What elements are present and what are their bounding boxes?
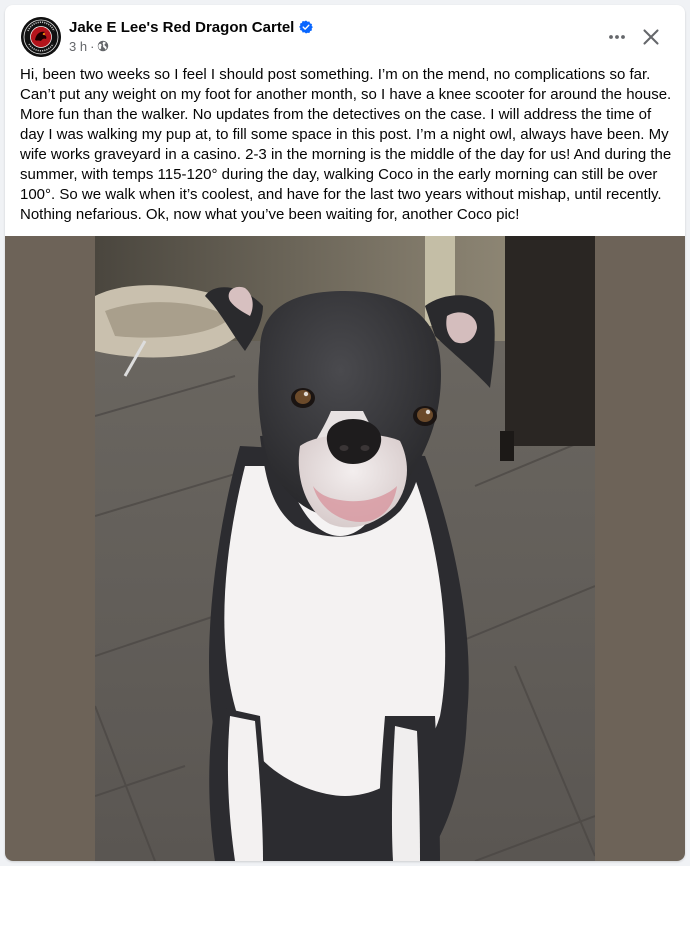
close-button[interactable] — [633, 19, 669, 55]
post-meta — [69, 38, 109, 54]
post-header — [5, 5, 685, 65]
more-options-icon — [607, 27, 627, 47]
verified-badge-icon — [299, 20, 313, 34]
dog-photo — [95, 236, 595, 861]
dog-photo-illustration — [95, 236, 595, 861]
post-card — [5, 5, 685, 861]
author-line — [69, 17, 313, 37]
post-body-text: Hi, been two weeks so I feel I should post something. I’m on the mend, no complications so far. Can’t put any weight on my foot for another month, so I have a knee scooter for around the house. More fun than the walker. No updates from the detectives on the case. I will address the time of day I was walking my pup at, to fill some space in this post. I’m a night owl, always have been. My wife works graveyard in a casino. 2-3 in the morning is the middle of the day for us! And during the summer, with temps 115-120° during the day, walking Coco in the early morning can still be over 100°. So we walk when it’s coolest, and have for the last two years without mishap, until recently. Nothing nefarious. Ok, now what you’ve been waiting for, another Coco pic! — [20, 66, 672, 223]
meta-separator: · — [90, 38, 95, 54]
close-icon — [641, 27, 661, 47]
author-avatar[interactable] — [21, 17, 61, 57]
post-photo[interactable] — [5, 236, 685, 861]
red-dragon-logo-icon — [21, 17, 61, 57]
globe-icon[interactable] — [97, 40, 109, 52]
author-name[interactable]: Jake E Lee's Red Dragon Cartel — [69, 18, 295, 36]
more-options-button[interactable] — [599, 19, 635, 55]
post-timestamp[interactable]: 3 h — [69, 38, 88, 54]
